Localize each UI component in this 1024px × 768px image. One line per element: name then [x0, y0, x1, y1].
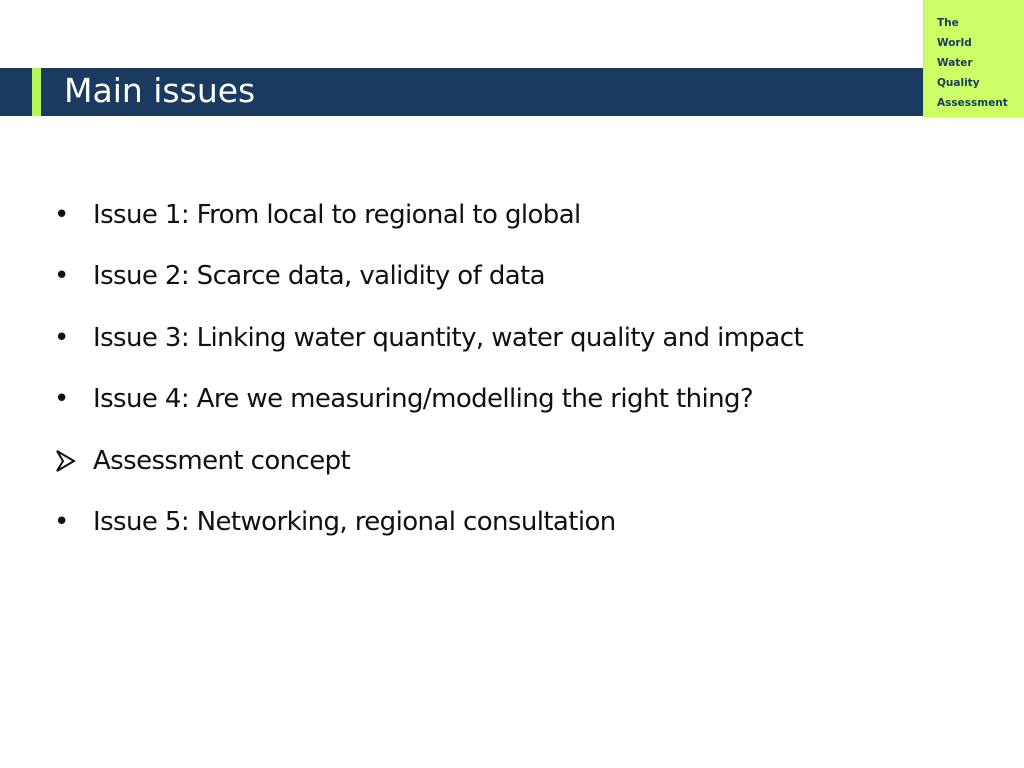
arrow-bullet-icon — [54, 444, 78, 482]
brand-line: The — [937, 17, 959, 29]
bullet-dot-icon: • — [54, 200, 70, 230]
bullet-dot-icon: • — [54, 384, 70, 415]
bullet-dot-icon: • — [54, 322, 70, 353]
bullet-text: Issue 5: Networking, regional consultation — [93, 506, 616, 537]
bullet-text: Assessment concept — [93, 445, 351, 476]
brand-line: Quality — [937, 77, 980, 89]
brand-line: World — [937, 37, 972, 49]
brand-logo-box — [923, 0, 1024, 117]
title-accent-stripe — [32, 68, 41, 116]
slide-title: Main issues — [64, 71, 256, 110]
brand-line: Water — [937, 57, 973, 69]
bullet-text: Issue 1: From local to regional to global — [93, 200, 581, 230]
bullet-dot-icon: • — [54, 261, 70, 292]
bullet-text: Issue 2: Scarce data, validity of data — [93, 261, 545, 292]
bullet-dot-icon: • — [54, 506, 70, 537]
bullet-text: Issue 3: Linking water quantity, water quality and impact — [93, 322, 804, 353]
brand-line: Assessment — [937, 97, 1008, 109]
bullet-text: Issue 4: Are we measuring/modelling the right thing? — [93, 384, 754, 415]
